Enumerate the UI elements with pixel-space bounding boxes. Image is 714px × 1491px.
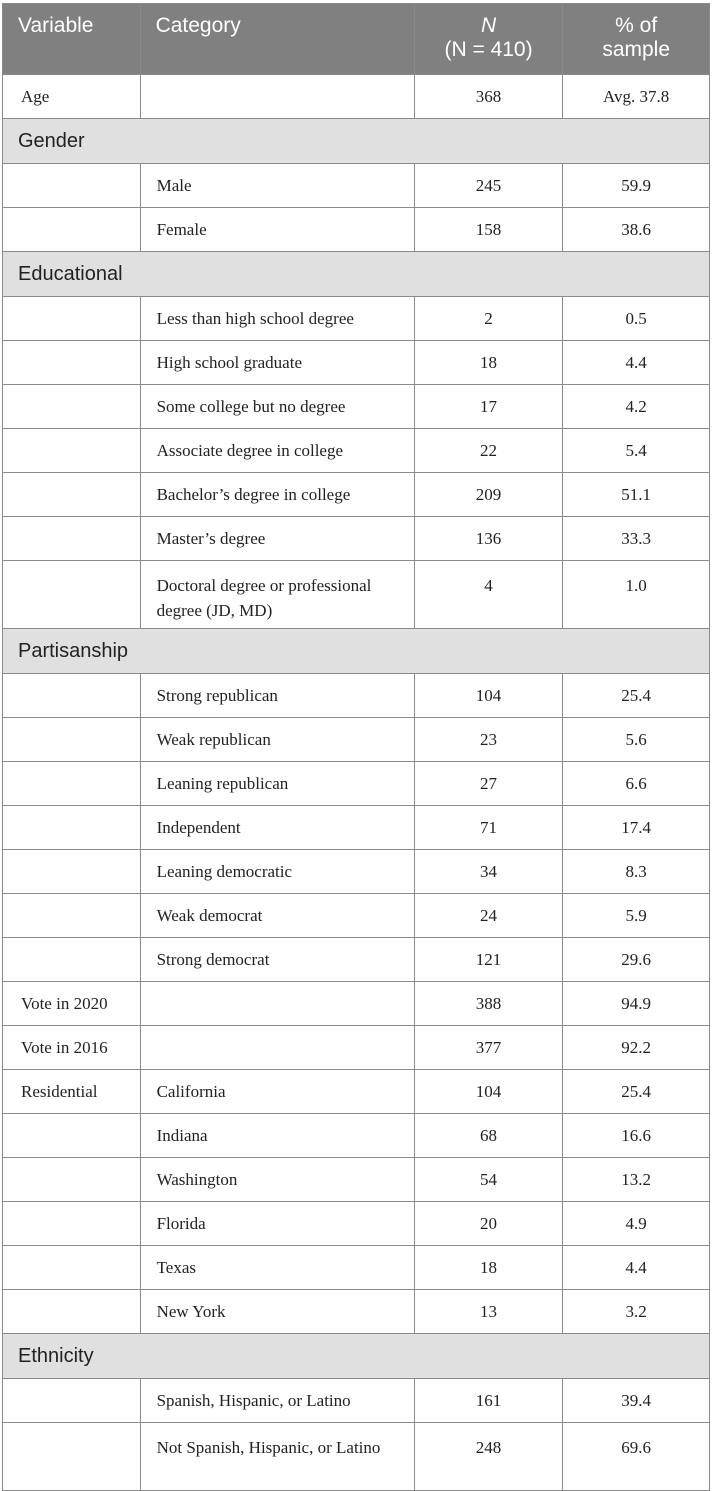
variable-cell: Residential xyxy=(3,1070,141,1114)
pct-cell: 4.4 xyxy=(563,341,710,385)
n-cell: 4 xyxy=(414,561,563,629)
table-row xyxy=(3,164,710,208)
pct-cell: 51.1 xyxy=(563,473,710,517)
category-cell: Spanish, Hispanic, or Latino xyxy=(140,1379,414,1423)
n-cell: 245 xyxy=(414,164,563,208)
variable-cell xyxy=(3,1158,141,1202)
variable-cell: Vote in 2016 xyxy=(3,1026,141,1070)
header-n xyxy=(414,4,563,75)
pct-cell: 92.2 xyxy=(563,1026,710,1070)
table-row xyxy=(3,561,710,629)
section-row xyxy=(3,629,710,674)
n-cell: 17 xyxy=(414,385,563,429)
category-cell: Bachelor’s degree in college xyxy=(140,473,414,517)
category-cell: Strong republican xyxy=(140,674,414,718)
variable-cell xyxy=(3,674,141,718)
variable-cell xyxy=(3,1246,141,1290)
n-cell: 388 xyxy=(414,982,563,1026)
category-cell: Leaning democratic xyxy=(140,850,414,894)
category-cell: Not Spanish, Hispanic, or Latino xyxy=(140,1423,414,1491)
category-cell: Independent xyxy=(140,806,414,850)
pct-cell: 5.9 xyxy=(563,894,710,938)
category-cell: Florida xyxy=(140,1202,414,1246)
variable-cell xyxy=(3,1423,141,1491)
section-label: Ethnicity xyxy=(3,1334,710,1379)
category-cell xyxy=(140,982,414,1026)
n-cell: 23 xyxy=(414,718,563,762)
table-row xyxy=(3,297,710,341)
pct-cell: 25.4 xyxy=(563,1070,710,1114)
variable-cell xyxy=(3,1202,141,1246)
section-row xyxy=(3,119,710,164)
variable-cell xyxy=(3,938,141,982)
pct-cell: 17.4 xyxy=(563,806,710,850)
variable-cell xyxy=(3,1290,141,1334)
n-cell: 377 xyxy=(414,1026,563,1070)
category-cell: Strong democrat xyxy=(140,938,414,982)
category-cell: High school graduate xyxy=(140,341,414,385)
table-row xyxy=(3,1423,710,1491)
table-row xyxy=(3,1070,710,1114)
category-cell: Master’s degree xyxy=(140,517,414,561)
n-cell: 18 xyxy=(414,341,563,385)
n-cell: 54 xyxy=(414,1158,563,1202)
variable-cell xyxy=(3,806,141,850)
table-row xyxy=(3,341,710,385)
table-body xyxy=(3,75,710,1491)
pct-cell: 6.6 xyxy=(563,762,710,806)
section-row xyxy=(3,252,710,297)
variable-cell xyxy=(3,429,141,473)
n-cell: 104 xyxy=(414,1070,563,1114)
section-row xyxy=(3,1334,710,1379)
pct-cell: Avg. 37.8 xyxy=(563,75,710,119)
header-n-sub: (N = 410) xyxy=(444,38,533,61)
n-cell: 34 xyxy=(414,850,563,894)
variable-cell: Age xyxy=(3,75,141,119)
table-row xyxy=(3,1379,710,1423)
n-cell: 104 xyxy=(414,674,563,718)
variable-cell xyxy=(3,517,141,561)
table-row xyxy=(3,806,710,850)
header-pct-line2: sample xyxy=(602,38,671,61)
table-row xyxy=(3,894,710,938)
variable-cell xyxy=(3,297,141,341)
n-cell: 18 xyxy=(414,1246,563,1290)
table-row xyxy=(3,208,710,252)
n-cell: 209 xyxy=(414,473,563,517)
category-cell: Washington xyxy=(140,1158,414,1202)
n-cell: 71 xyxy=(414,806,563,850)
pct-cell: 3.2 xyxy=(563,1290,710,1334)
variable-cell xyxy=(3,894,141,938)
pct-cell: 25.4 xyxy=(563,674,710,718)
variable-cell xyxy=(3,208,141,252)
category-cell: Less than high school degree xyxy=(140,297,414,341)
category-cell: Some college but no degree xyxy=(140,385,414,429)
table-row xyxy=(3,429,710,473)
table-row xyxy=(3,75,710,119)
table-row xyxy=(3,938,710,982)
variable-cell xyxy=(3,718,141,762)
section-label: Partisanship xyxy=(3,629,710,674)
n-cell: 22 xyxy=(414,429,563,473)
n-cell: 68 xyxy=(414,1114,563,1158)
table-row xyxy=(3,1026,710,1070)
header-category: Category xyxy=(140,4,414,75)
table-row xyxy=(3,762,710,806)
variable-cell xyxy=(3,341,141,385)
pct-cell: 29.6 xyxy=(563,938,710,982)
pct-cell: 4.2 xyxy=(563,385,710,429)
table-row xyxy=(3,385,710,429)
table-row xyxy=(3,850,710,894)
pct-cell: 0.5 xyxy=(563,297,710,341)
header-pct-line1: % of xyxy=(615,14,658,37)
category-cell: Texas xyxy=(140,1246,414,1290)
category-cell xyxy=(140,1026,414,1070)
n-cell: 24 xyxy=(414,894,563,938)
variable-cell: Vote in 2020 xyxy=(3,982,141,1026)
table-row xyxy=(3,674,710,718)
pct-cell: 5.4 xyxy=(563,429,710,473)
category-cell: Weak republican xyxy=(140,718,414,762)
section-label: Gender xyxy=(3,119,710,164)
variable-cell xyxy=(3,850,141,894)
category-cell xyxy=(140,75,414,119)
category-cell: Indiana xyxy=(140,1114,414,1158)
pct-cell: 16.6 xyxy=(563,1114,710,1158)
table-row xyxy=(3,1114,710,1158)
table-row xyxy=(3,1202,710,1246)
table-row xyxy=(3,517,710,561)
category-cell: Male xyxy=(140,164,414,208)
header-n-label: N xyxy=(480,14,497,37)
variable-cell xyxy=(3,385,141,429)
n-cell: 121 xyxy=(414,938,563,982)
variable-cell xyxy=(3,473,141,517)
pct-cell: 38.6 xyxy=(563,208,710,252)
table-row xyxy=(3,1290,710,1334)
n-cell: 368 xyxy=(414,75,563,119)
category-cell: Female xyxy=(140,208,414,252)
header-pct xyxy=(563,4,710,75)
n-cell: 158 xyxy=(414,208,563,252)
n-cell: 136 xyxy=(414,517,563,561)
n-cell: 20 xyxy=(414,1202,563,1246)
category-cell: New York xyxy=(140,1290,414,1334)
variable-cell xyxy=(3,762,141,806)
n-cell: 248 xyxy=(414,1423,563,1491)
variable-cell xyxy=(3,1379,141,1423)
category-cell: Weak democrat xyxy=(140,894,414,938)
variable-cell xyxy=(3,164,141,208)
demographics-table xyxy=(2,3,710,1491)
table-row xyxy=(3,1158,710,1202)
table-row xyxy=(3,1246,710,1290)
category-cell: Doctoral degree or professional degree (JD, MD) xyxy=(140,561,414,629)
category-cell: California xyxy=(140,1070,414,1114)
pct-cell: 1.0 xyxy=(563,561,710,629)
pct-cell: 8.3 xyxy=(563,850,710,894)
header-variable: Variable xyxy=(3,4,141,75)
category-cell: Associate degree in college xyxy=(140,429,414,473)
pct-cell: 33.3 xyxy=(563,517,710,561)
section-label: Educational xyxy=(3,252,710,297)
n-cell: 13 xyxy=(414,1290,563,1334)
table-row xyxy=(3,718,710,762)
pct-cell: 13.2 xyxy=(563,1158,710,1202)
table-row xyxy=(3,473,710,517)
variable-cell xyxy=(3,1114,141,1158)
pct-cell: 94.9 xyxy=(563,982,710,1026)
n-cell: 2 xyxy=(414,297,563,341)
pct-cell: 4.9 xyxy=(563,1202,710,1246)
pct-cell: 4.4 xyxy=(563,1246,710,1290)
table-row xyxy=(3,982,710,1026)
n-cell: 161 xyxy=(414,1379,563,1423)
pct-cell: 39.4 xyxy=(563,1379,710,1423)
pct-cell: 5.6 xyxy=(563,718,710,762)
table-header-row xyxy=(3,4,710,75)
pct-cell: 59.9 xyxy=(563,164,710,208)
variable-cell xyxy=(3,561,141,629)
pct-cell: 69.6 xyxy=(563,1423,710,1491)
category-cell: Leaning republican xyxy=(140,762,414,806)
n-cell: 27 xyxy=(414,762,563,806)
